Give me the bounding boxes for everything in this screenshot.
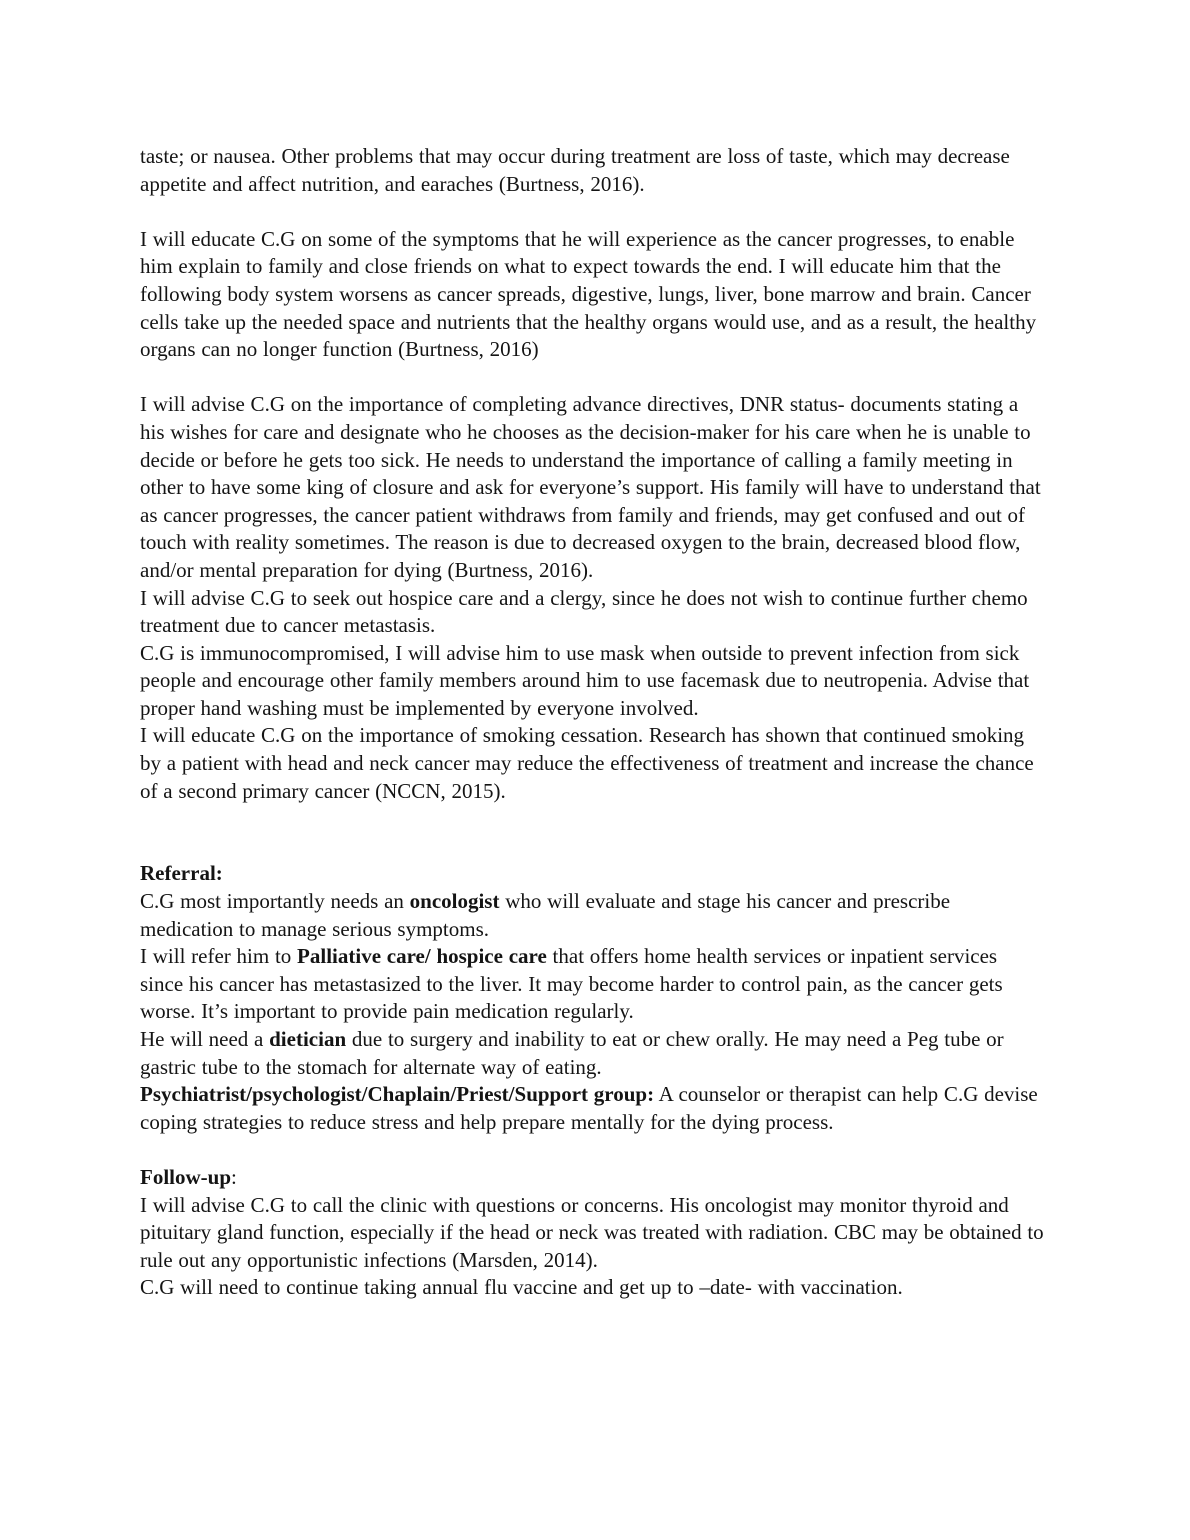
bold-text-run: Palliative care/ hospice care [297, 944, 547, 969]
document-body [140, 143, 1045, 1302]
text-run: I will educate C.G on the importance of smoking cessation. Research has shown that continued smoking by a patient with head and neck cancer may reduce the effectiveness of treatment and increase the chance of a second primary cancer (NCCN, 2015). [140, 723, 1034, 803]
text-run: C.G most importantly needs an [140, 889, 410, 914]
bold-text-run: dietician [269, 1027, 347, 1051]
bold-text-run: Psychiatrist/psychologist/Chaplain/Priest/Support group: [140, 1082, 655, 1107]
paragraph-referral-psychiatrist [140, 1081, 1045, 1136]
text-run: I will advise C.G to seek out hospice care and a clergy, since he does not wish to continue further chemo treatment due to cancer metastasis. [140, 585, 1028, 638]
paragraph-followup-vaccine [140, 1274, 1045, 1302]
text-run: due to surgery and inability to eat or chew orally. He may need a Peg tube or gastric tube to the stomach for alternate way of eating. [140, 1027, 1004, 1079]
text-run: A counselor or therapist can help C.G devise coping strategies to reduce stress and help prepare mentally for the dying process. [140, 1082, 1038, 1134]
text-run: that offers home health services or inpatient services since his cancer has metastasized to the liver. It may become harder to control pain, as the cancer gets worse. It’s important to provide pain medication regularly. [140, 944, 1003, 1024]
follow-up-heading [140, 1164, 1045, 1192]
bold-text-run: oncologist [409, 889, 500, 914]
text-run: : [231, 1164, 237, 1189]
paragraph-educate-symptoms [140, 226, 1045, 364]
text-run: He will need a [140, 1027, 270, 1051]
text-run: C.G will need to continue taking annual flu vaccine and get up to –date- with vaccination. [140, 1275, 903, 1300]
paragraph-followup-clinic [140, 1192, 1045, 1275]
text-run: I will advise C.G to call the clinic with questions or concerns. His oncologist may monitor thyroid and pituitary gland function, especially if the head or neck was treated with radiation. CBC may be obtained to rule out any opportunistic infections (Marsden, 2014). [140, 1192, 1044, 1272]
paragraph-referral-oncologist [140, 888, 1045, 943]
text-run: I will educate C.G on some of the symptoms that he will experience as the cancer progresses, to enable him explain to family and close friends on what to expect towards the end. I will educate him that the following body system worsens as cancer spreads, digestive, lungs, liver, bone marrow and brain. Cancer cells take up the needed space and nutrients that the healthy organs would use, and as a result, the healthy organs can no longer function (Burtness, 2016) [140, 226, 1037, 362]
paragraph-referral-palliative [140, 943, 1045, 1026]
paragraph-hospice-clergy [140, 585, 1045, 640]
text-run: taste; or nausea. Other problems that may occur during treatment are loss of taste, which may decrease appetite and affect nutrition, and earaches (Burtness, 2016). [140, 144, 1010, 196]
paragraph-immunocompromised [140, 640, 1045, 723]
text-run: C.G is immunocompromised, I will advise him to use mask when outside to prevent infection from sick people and encourage other family members around him to use facemask due to neutropenia. Advise that proper hand washing must be implemented by everyone involved. [140, 640, 1030, 720]
bold-text-run: Follow-up [140, 1164, 232, 1189]
paragraph-smoking-cessation [140, 722, 1045, 805]
paragraph-referral-dietician [140, 1026, 1045, 1081]
text-run: who will evaluate and stage his cancer and prescribe medication to manage serious symptoms. [140, 889, 951, 941]
referral-heading [140, 860, 1045, 888]
paragraph-advance-directives [140, 391, 1045, 584]
paragraph-treatment-problems [140, 143, 1045, 198]
text-run: I will advise C.G on the importance of completing advance directives, DNR status- documents stating a his wishes for care and designate who he chooses as the decision-maker for his care when he is unable to decide or before he gets too sick. He needs to understand the importance of calling a family meeting in other to have some king of closure and ask for everyone’s support. His family will have to understand that as cancer progresses, the cancer patient withdraws from family and friends, may get confused and out of touch with reality sometimes. The reason is due to decreased oxygen to the brain, decreased blood flow, and/or mental preparation for dying (Burtness, 2016). [140, 392, 1041, 582]
text-run: I will refer him to [140, 944, 298, 969]
bold-text-run: Referral: [140, 861, 223, 886]
